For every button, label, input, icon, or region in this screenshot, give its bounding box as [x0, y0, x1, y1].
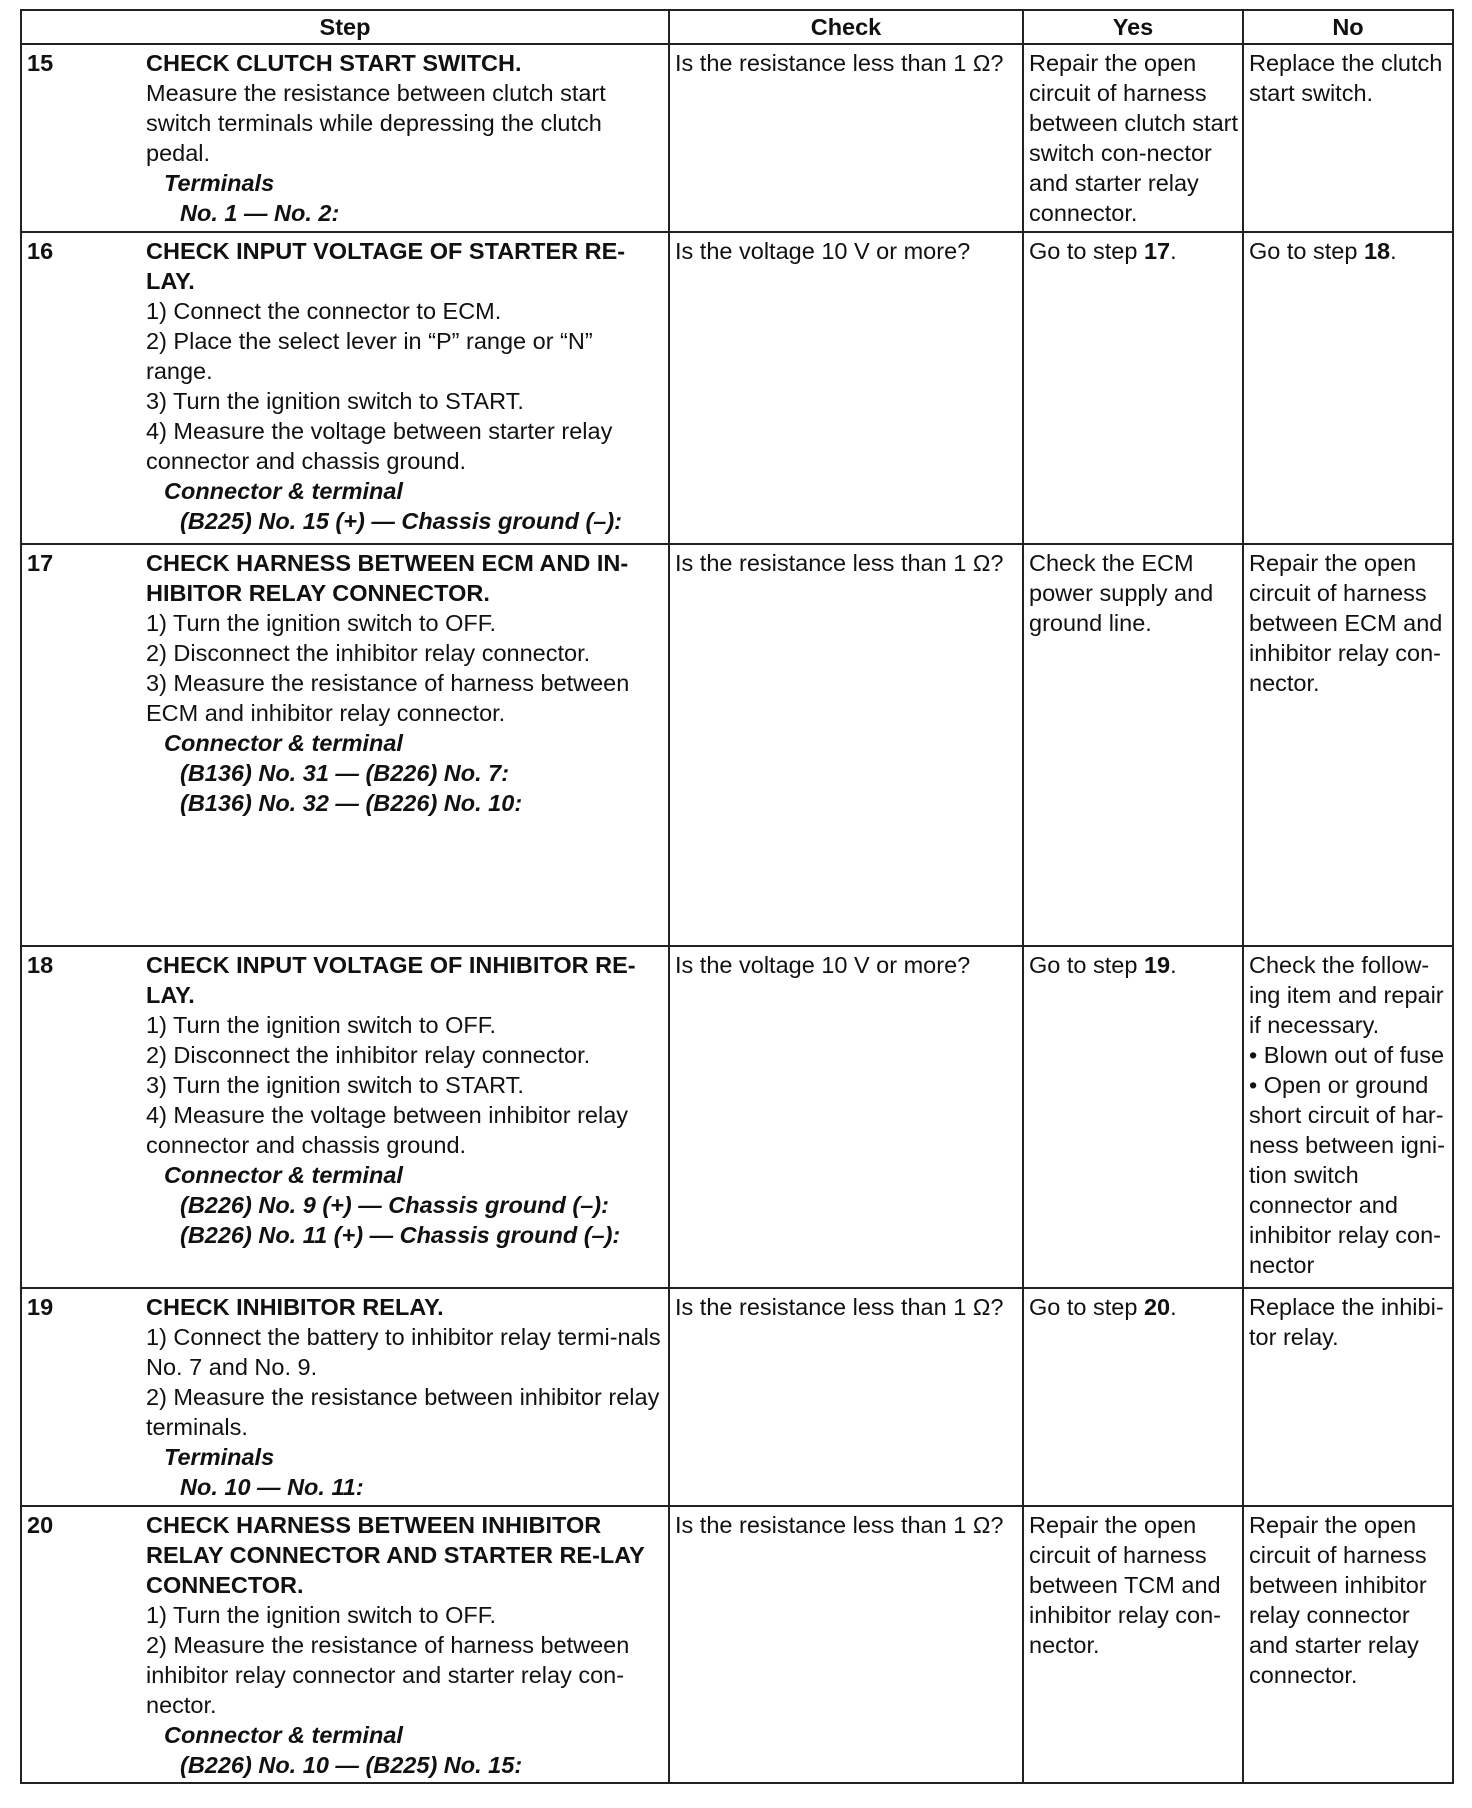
yes-cell: Check the ECM power supply and ground line. [1023, 544, 1243, 946]
step-description [141, 1506, 669, 1783]
step-title: CHECK CLUTCH START SWITCH. [146, 50, 522, 76]
spec-value: (B136) No. 31 — (B226) No. 7: [180, 760, 510, 786]
yes-cell: Repair the open circuit of harness between clutch start switch con-nector and starter relay connector. [1023, 44, 1243, 232]
step-title: CHECK INPUT VOLTAGE OF INHIBITOR RE-LAY. [146, 952, 636, 1008]
step-instruction: 2) Disconnect the inhibitor relay connector. [146, 640, 591, 666]
yes-suffix: . [1170, 952, 1177, 978]
step-title: CHECK INHIBITOR RELAY. [146, 1294, 444, 1320]
no-cell [1243, 946, 1453, 1288]
no-cell: Replace the inhibi-tor relay. [1243, 1288, 1453, 1506]
step-instruction: 2) Place the select lever in “P” range or “N” range. [146, 328, 593, 384]
step-instruction: 1) Connect the connector to ECM. [146, 298, 502, 324]
step-number: 15 [21, 44, 141, 232]
table-row [21, 232, 1453, 544]
no-cell: Repair the open circuit of harness between ECM and inhibitor relay con-nector. [1243, 544, 1453, 946]
check-cell: Is the resistance less than 1 Ω? [669, 1288, 1023, 1506]
step-text: Measure the resistance between clutch start switch terminals while depressing the clutch pedal. [146, 80, 606, 166]
yes-suffix: . [1170, 238, 1177, 264]
step-instruction: 3) Turn the ignition switch to START. [146, 388, 524, 414]
step-number: 18 [21, 946, 141, 1288]
step-instruction: 4) Measure the voltage between inhibitor relay connector and chassis ground. [146, 1102, 629, 1158]
spec-value: (B226) No. 11 (+) — Chassis ground (–): [180, 1222, 621, 1248]
spec-value: (B225) No. 15 (+) — Chassis ground (–): [180, 508, 623, 534]
no-intro: Check the follow-ing item and repair if necessary. [1249, 952, 1444, 1038]
check-cell: Is the resistance less than 1 Ω? [669, 1506, 1023, 1783]
spec-label: Terminals [164, 170, 275, 196]
spec-label: Connector & terminal [164, 1162, 403, 1188]
spec-label: Connector & terminal [164, 478, 403, 504]
no-cell: Repair the open circuit of harness between inhibitor relay connector and starter relay connector. [1243, 1506, 1453, 1783]
no-cell [1243, 232, 1453, 544]
step-number: 20 [21, 1506, 141, 1783]
diagnostic-table [20, 9, 1454, 1784]
yes-step-ref: 17 [1143, 238, 1171, 264]
spec-value: (B136) No. 32 — (B226) No. 10: [180, 790, 523, 816]
spec-label: Connector & terminal [164, 1722, 403, 1748]
step-description [141, 1288, 669, 1506]
header-row [21, 10, 1453, 44]
step-description [141, 544, 669, 946]
spec-value: (B226) No. 9 (+) — Chassis ground (–): [180, 1192, 609, 1218]
step-number: 16 [21, 232, 141, 544]
yes-cell [1023, 1288, 1243, 1506]
no-cell: Replace the clutch start switch. [1243, 44, 1453, 232]
spec-label: Connector & terminal [164, 730, 403, 756]
yes-prefix: Go to step [1029, 952, 1144, 978]
yes-cell: Repair the open circuit of harness between TCM and inhibitor relay con-nector. [1023, 1506, 1243, 1783]
step-description [141, 44, 669, 232]
header-check: Check [669, 10, 1023, 44]
no-bullet: • Blown out of fuse [1249, 1040, 1448, 1070]
table-row [21, 1288, 1453, 1506]
check-cell: Is the voltage 10 V or more? [669, 232, 1023, 544]
table-row [21, 1506, 1453, 1783]
step-instruction: 2) Disconnect the inhibitor relay connector. [146, 1042, 591, 1068]
check-cell: Is the resistance less than 1 Ω? [669, 544, 1023, 946]
header-yes: Yes [1023, 10, 1243, 44]
step-title: CHECK HARNESS BETWEEN ECM AND IN-HIBITOR RELAY CONNECTOR. [146, 550, 629, 606]
table-row [21, 946, 1453, 1288]
yes-prefix: Go to step [1029, 238, 1144, 264]
step-title: CHECK INPUT VOLTAGE OF STARTER RE-LAY. [146, 238, 626, 294]
table-row [21, 544, 1453, 946]
no-bullet: • Open or ground short circuit of har-ness between igni-tion switch connector and inhibitor relay con-nector [1249, 1070, 1448, 1280]
yes-step-ref: 19 [1143, 952, 1171, 978]
header-no: No [1243, 10, 1453, 44]
yes-step-ref: 20 [1143, 1294, 1171, 1320]
step-instruction: 4) Measure the voltage between starter relay connector and chassis ground. [146, 418, 613, 474]
no-suffix: . [1390, 238, 1397, 264]
yes-cell [1023, 232, 1243, 544]
step-instruction: 1) Connect the battery to inhibitor relay termi-nals No. 7 and No. 9. [146, 1324, 661, 1380]
check-cell: Is the voltage 10 V or more? [669, 946, 1023, 1288]
spec-value: No. 1 — No. 2: [180, 200, 340, 226]
no-step-ref: 18 [1363, 238, 1391, 264]
yes-prefix: Go to step [1029, 1294, 1144, 1320]
step-number: 19 [21, 1288, 141, 1506]
yes-cell [1023, 946, 1243, 1288]
spec-value: (B226) No. 10 — (B225) No. 15: [180, 1752, 523, 1778]
header-step: Step [21, 10, 669, 44]
check-cell: Is the resistance less than 1 Ω? [669, 44, 1023, 232]
step-description [141, 946, 669, 1288]
yes-suffix: . [1170, 1294, 1177, 1320]
step-description [141, 232, 669, 544]
step-instruction: 1) Turn the ignition switch to OFF. [146, 610, 497, 636]
step-instruction: 1) Turn the ignition switch to OFF. [146, 1012, 497, 1038]
table-row [21, 44, 1453, 232]
step-instruction: 1) Turn the ignition switch to OFF. [146, 1602, 497, 1628]
step-instruction: 3) Measure the resistance of harness between ECM and inhibitor relay connector. [146, 670, 630, 726]
no-prefix: Go to step [1249, 238, 1364, 264]
step-instruction: 2) Measure the resistance of harness between inhibitor relay connector and starter relay con-nector. [146, 1632, 630, 1718]
spec-value: No. 10 — No. 11: [180, 1474, 364, 1500]
spec-label: Terminals [164, 1444, 275, 1470]
step-instruction: 3) Turn the ignition switch to START. [146, 1072, 524, 1098]
step-title: CHECK HARNESS BETWEEN INHIBITOR RELAY CONNECTOR AND STARTER RE-LAY CONNECTOR. [146, 1512, 645, 1598]
step-number: 17 [21, 544, 141, 946]
step-instruction: 2) Measure the resistance between inhibitor relay terminals. [146, 1384, 660, 1440]
